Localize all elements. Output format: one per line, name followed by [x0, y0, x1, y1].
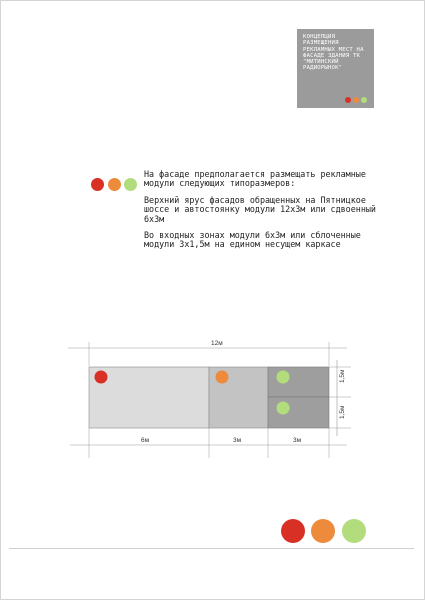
footer-orange-dot [311, 519, 335, 543]
footer-red-dot [281, 519, 305, 543]
dim-label-height-bottom: 1,5м [339, 405, 346, 419]
upper-tier-text: Верхний ярус фасадов обращенных на Пятницкое шоссе и автостоянку модули 12х3м или сдвоенный 6х3м [144, 194, 376, 224]
module-orange-dot [216, 371, 229, 384]
footer-green-dot [342, 519, 366, 543]
title-text: КОНЦЕПЦИЯ РАЗМЕЩЕНИЯ РЕКЛАМНЫХ МЕСТ НА ФАСАДЕ ЗДАНИЯ ТК "МИТИНСКИЙ РАДИОРЫНОК" [303, 34, 364, 72]
module-green-dot-bottom [277, 402, 290, 415]
module-green-dot-top [277, 371, 290, 384]
dim-label-3m-a: 3м [233, 437, 242, 444]
entrance-zone-text: Во входных зонах модули 6х3м или сблоченные модули 3х1,5м на едином несущем каркасе [144, 230, 361, 250]
module-red-dot [95, 371, 108, 384]
module-3x1-5-top [268, 367, 329, 397]
dim-label-height-top: 1,5м [339, 369, 346, 383]
intro-text: На фасаде предполагается размещать рекламные модули следующих типоразмеров: [144, 169, 366, 189]
footer-divider [9, 548, 414, 549]
dim-label-total: 12м [211, 340, 223, 347]
dim-label-6m: 6м [141, 437, 150, 444]
module-3x1-5-bottom [268, 397, 329, 428]
dim-label-3m-b: 3м [293, 437, 302, 444]
